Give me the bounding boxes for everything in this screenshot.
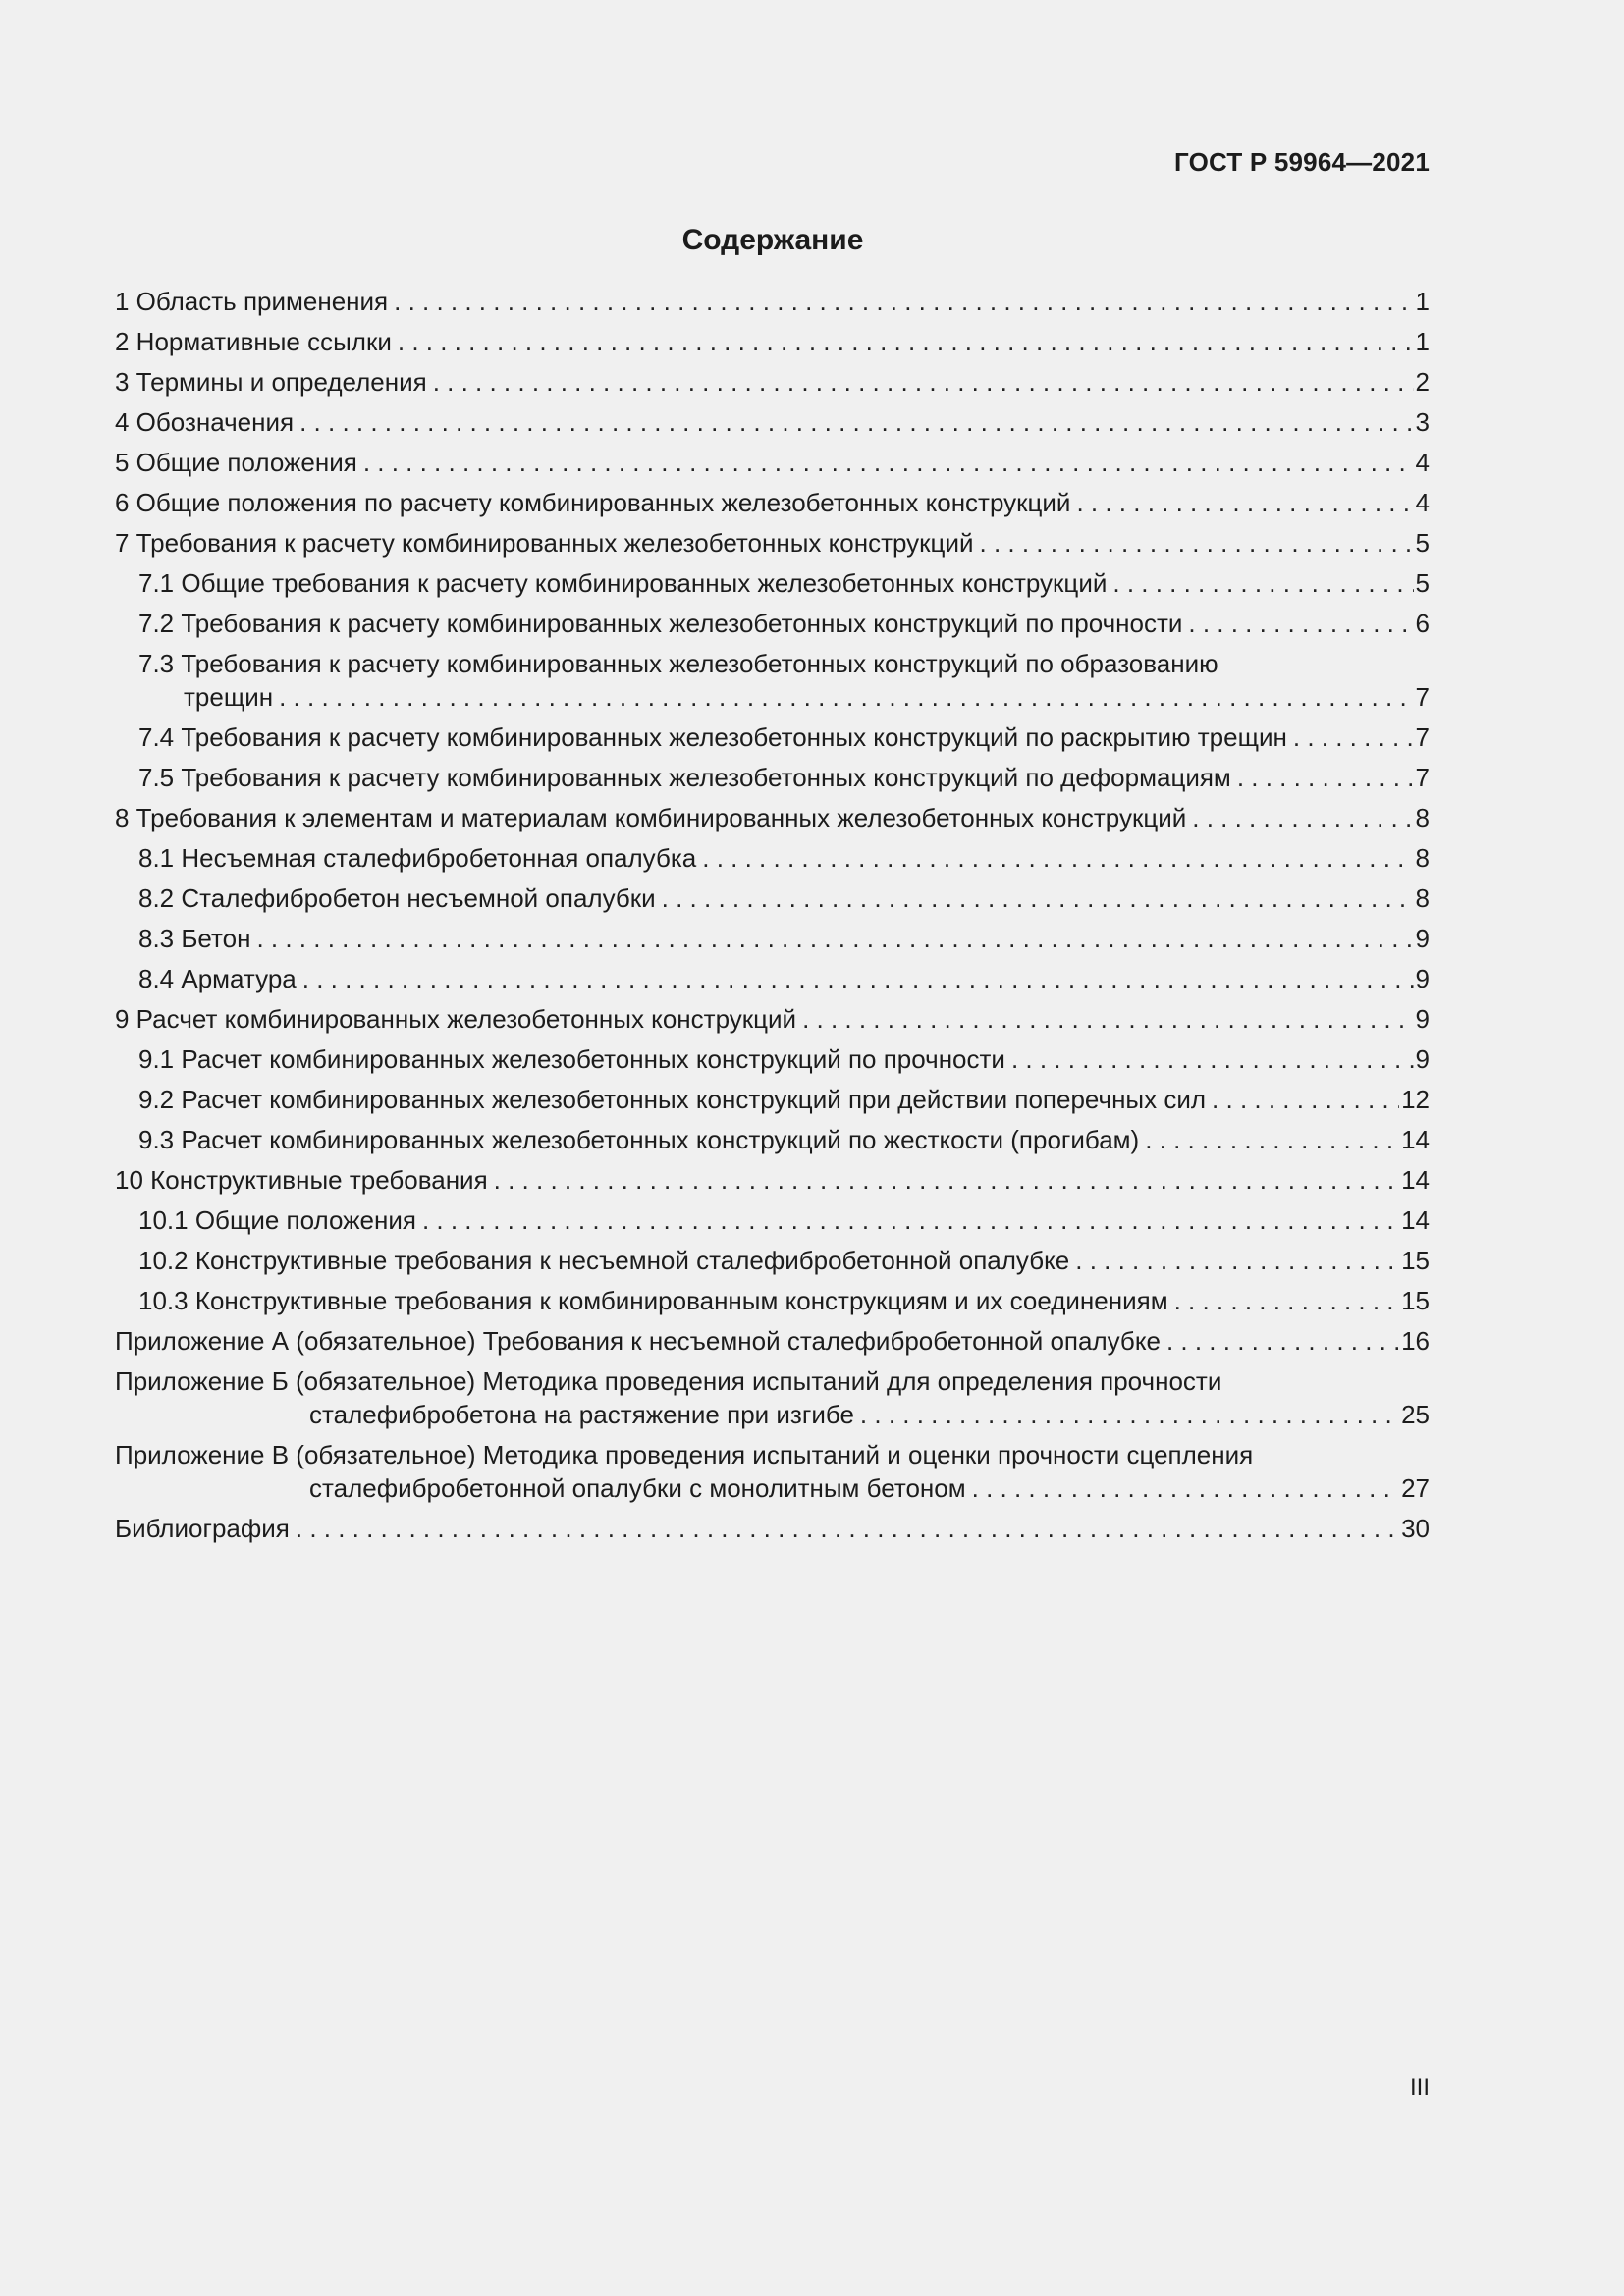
dot-leader xyxy=(1188,607,1413,640)
toc-entry-title: 10.1 Общие положения xyxy=(138,1205,416,1235)
toc-entry-page: 8 xyxy=(1415,843,1430,873)
toc-entry-page: 8 xyxy=(1415,803,1430,832)
toc-entry-page: 9 xyxy=(1415,924,1430,953)
toc-entry[interactable] xyxy=(115,761,1430,794)
dot-leader xyxy=(1076,486,1413,519)
toc-entry-title: 3 Термины и определения xyxy=(115,367,427,397)
toc-entry-page: 7 xyxy=(1415,763,1430,792)
toc-entry-page: 4 xyxy=(1415,488,1430,517)
toc-entry-title: 8.1 Несъемная сталефибробетонная опалубка xyxy=(138,843,697,873)
dot-leader xyxy=(398,325,1414,358)
toc-entry[interactable] xyxy=(115,1042,1430,1076)
toc-entry-title: 8.2 Сталефибробетон несъемной опалубки xyxy=(138,883,656,913)
toc-entry-page: 1 xyxy=(1415,327,1430,356)
dot-leader xyxy=(1166,1324,1399,1358)
toc-entry-title: 7.4 Требования к расчету комбинированных железобетонных конструкций по раскрытию трещин xyxy=(138,722,1287,752)
toc-entry[interactable] xyxy=(115,526,1430,560)
toc-entry[interactable] xyxy=(115,486,1430,519)
toc-entry-title: Приложение А (обязательное) Требования к несъемной сталефибробетонной опалубке xyxy=(115,1326,1161,1356)
toc-entry-page: 1 xyxy=(1415,287,1430,316)
toc-entry-title: 7 Требования к расчету комбинированных железобетонных конструкций xyxy=(115,528,974,558)
toc-entry-title: Приложение В (обязательное) Методика проведения испытаний и оценки прочности сцепления xyxy=(115,1440,1254,1469)
toc-entry-title: 8.4 Арматура xyxy=(138,964,297,993)
dot-leader xyxy=(1011,1042,1414,1076)
dot-leader xyxy=(1237,761,1414,794)
toc-entry[interactable] xyxy=(115,285,1430,318)
toc-entry-title: 7.3 Требования к расчету комбинированных железобетонных конструкций по образованию xyxy=(138,649,1218,678)
dot-leader xyxy=(802,1002,1413,1036)
toc-title: Содержание xyxy=(681,224,864,256)
toc-entry[interactable] xyxy=(115,1324,1430,1358)
toc-entry-title-continuation: сталефибробетона на растяжение при изгибе xyxy=(309,1400,854,1429)
dot-leader xyxy=(702,841,1413,875)
dot-leader xyxy=(494,1163,1399,1197)
toc-entry[interactable] xyxy=(115,962,1430,995)
toc-entry-title: 2 Нормативные ссылки xyxy=(115,327,392,356)
dot-leader xyxy=(279,680,1413,714)
toc-entry-page: 14 xyxy=(1401,1205,1430,1235)
toc-entry-page: 14 xyxy=(1401,1125,1430,1154)
dot-leader xyxy=(1075,1244,1399,1277)
toc-entry-page: 27 xyxy=(1401,1473,1430,1503)
dot-leader xyxy=(980,526,1414,560)
toc-entry-title: 8 Требования к элементам и материалам комбинированных железобетонных конструкций xyxy=(115,803,1187,832)
toc-entry-page: 3 xyxy=(1415,407,1430,437)
dot-leader xyxy=(256,922,1413,955)
toc-entry[interactable] xyxy=(115,1438,1430,1505)
toc-entry-page: 16 xyxy=(1401,1326,1430,1356)
toc-entry[interactable] xyxy=(115,881,1430,915)
dot-leader xyxy=(363,446,1414,479)
toc-entry-page: 9 xyxy=(1415,964,1430,993)
toc-entry[interactable] xyxy=(115,721,1430,754)
toc-entry-title: 10.3 Конструктивные требования к комбинированным конструкциям и их соединениям xyxy=(138,1286,1168,1315)
dot-leader xyxy=(302,962,1414,995)
toc-entry[interactable] xyxy=(115,1002,1430,1036)
toc-entry-title: 7.1 Общие требования к расчету комбинированных железобетонных конструкций xyxy=(138,568,1108,598)
dot-leader xyxy=(296,1512,1399,1545)
toc-entry[interactable] xyxy=(115,1364,1430,1431)
toc-entry-page: 14 xyxy=(1401,1165,1430,1195)
toc-entry-title: 7.5 Требования к расчету комбинированных железобетонных конструкций по деформациям xyxy=(138,763,1231,792)
toc-entry[interactable] xyxy=(115,566,1430,600)
toc-entry[interactable] xyxy=(115,1512,1430,1545)
toc-entry-page: 12 xyxy=(1401,1085,1430,1114)
dot-leader xyxy=(394,285,1413,318)
dot-leader xyxy=(972,1471,1399,1505)
dot-leader xyxy=(1112,566,1413,600)
toc-entry-title: Приложение Б (обязательное) Методика проведения испытаний для определения прочности xyxy=(115,1366,1222,1396)
toc-entry-title: 5 Общие положения xyxy=(115,448,357,477)
page-number: III xyxy=(1409,2074,1430,2101)
toc-entry-page: 5 xyxy=(1415,528,1430,558)
dot-leader xyxy=(1293,721,1414,754)
toc-entry[interactable] xyxy=(115,446,1430,479)
toc-entry[interactable] xyxy=(115,1244,1430,1277)
toc-entry[interactable] xyxy=(115,922,1430,955)
toc-entry[interactable] xyxy=(115,1163,1430,1197)
toc-entry-title-continuation: трещин xyxy=(184,682,274,712)
toc-entry[interactable] xyxy=(115,801,1430,834)
dot-leader xyxy=(433,365,1414,399)
toc-entry-page: 15 xyxy=(1401,1246,1430,1275)
toc-entry[interactable] xyxy=(115,1203,1430,1237)
toc-entry[interactable] xyxy=(115,841,1430,875)
dot-leader xyxy=(662,881,1414,915)
toc-entry-page: 2 xyxy=(1415,367,1430,397)
toc-entry[interactable] xyxy=(115,1123,1430,1156)
toc-entry-page: 9 xyxy=(1415,1044,1430,1074)
toc-entry-title: 7.2 Требования к расчету комбинированных железобетонных конструкций по прочности xyxy=(138,609,1183,638)
dot-leader xyxy=(1145,1123,1399,1156)
toc-entry-title: 9.2 Расчет комбинированных железобетонных конструкций при действии поперечных сил xyxy=(138,1085,1207,1114)
toc-entry[interactable] xyxy=(115,647,1430,714)
toc-entry[interactable] xyxy=(115,607,1430,640)
dot-leader xyxy=(860,1398,1399,1431)
toc-entry-title: 9.3 Расчет комбинированных железобетонных конструкций по жесткости (прогибам) xyxy=(138,1125,1140,1154)
toc-entry-page: 7 xyxy=(1415,682,1430,712)
toc-entry-title: 4 Обозначения xyxy=(115,407,295,437)
toc-entry-title: Библиография xyxy=(115,1514,290,1543)
toc-entry-page: 25 xyxy=(1401,1400,1430,1429)
toc-entry-page: 30 xyxy=(1401,1514,1430,1543)
toc-entry-page: 7 xyxy=(1415,722,1430,752)
toc-entry[interactable] xyxy=(115,405,1430,439)
toc-entry-title: 1 Область применения xyxy=(115,287,389,316)
document-code: ГОСТ Р 59964—2021 xyxy=(1174,147,1430,177)
toc-entry-page: 9 xyxy=(1415,1004,1430,1034)
toc-entry-title: 9.1 Расчет комбинированных железобетонных конструкций по прочности xyxy=(138,1044,1005,1074)
toc-entry[interactable] xyxy=(115,1284,1430,1317)
toc-entry-title: 8.3 Бетон xyxy=(138,924,251,953)
toc-entry-page: 6 xyxy=(1415,609,1430,638)
dot-leader xyxy=(1192,801,1413,834)
toc-entry-page: 15 xyxy=(1401,1286,1430,1315)
toc-entry-title: 6 Общие положения по расчету комбинированных железобетонных конструкций xyxy=(115,488,1071,517)
toc-entry-title: 9 Расчет комбинированных железобетонных конструкций xyxy=(115,1004,797,1034)
toc-entry-title: 10.2 Конструктивные требования к несъемной сталефибробетонной опалубке xyxy=(138,1246,1070,1275)
toc-entry[interactable] xyxy=(115,325,1430,358)
toc-entry[interactable] xyxy=(115,1083,1430,1116)
toc-entry-page: 4 xyxy=(1415,448,1430,477)
table-of-contents xyxy=(115,285,1430,1552)
dot-leader xyxy=(1174,1284,1399,1317)
toc-entry-page: 5 xyxy=(1415,568,1430,598)
toc-entry-title-continuation: сталефибробетонной опалубки с монолитным бетоном xyxy=(309,1473,966,1503)
toc-entry-title: 10 Конструктивные требования xyxy=(115,1165,488,1195)
dot-leader xyxy=(1212,1083,1399,1116)
toc-entry[interactable] xyxy=(115,365,1430,399)
dot-leader xyxy=(299,405,1413,439)
toc-entry-page: 8 xyxy=(1415,883,1430,913)
dot-leader xyxy=(422,1203,1399,1237)
